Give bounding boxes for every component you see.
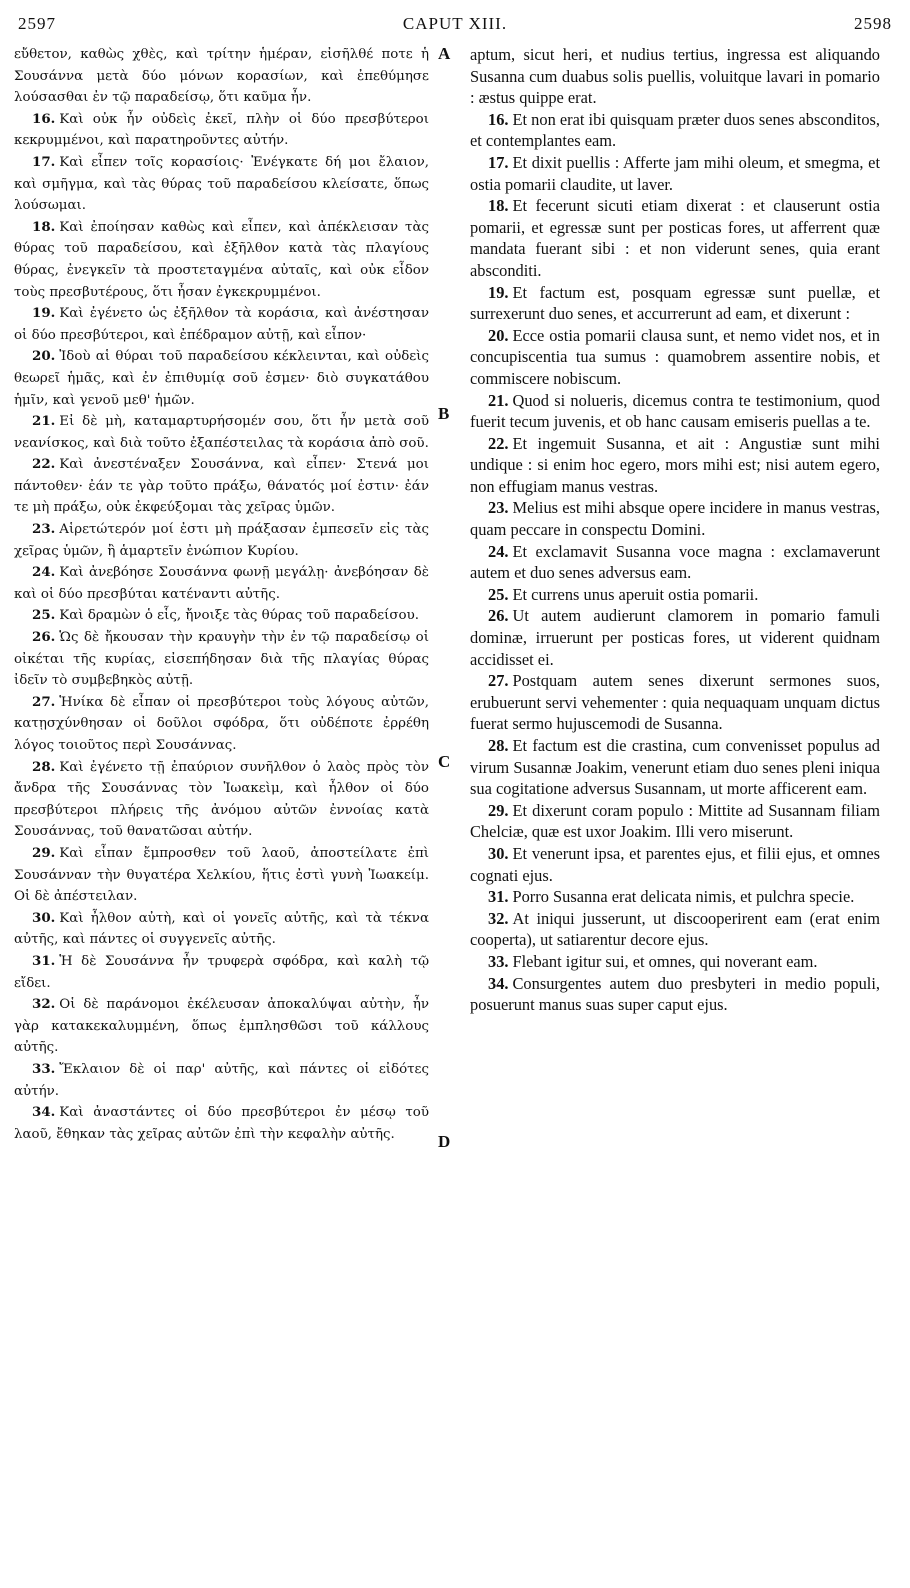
verse-number: 24. bbox=[488, 541, 509, 561]
verse-text: Consurgentes autem duo presbyteri in medio populi, posuerunt manus suas super caput ejus. bbox=[470, 973, 880, 1015]
latin-verse bbox=[470, 282, 880, 325]
verse-number: 23. bbox=[488, 498, 509, 518]
verse-number: 22. bbox=[488, 433, 509, 453]
margin-letter-c: C bbox=[438, 752, 451, 771]
verse-number: 24. bbox=[32, 564, 56, 581]
verse-number: 25. bbox=[32, 607, 56, 624]
running-title: CAPUT XIII. bbox=[402, 14, 508, 33]
verse-text: Καὶ οὐκ ἦν οὐδεὶς ἐκεῖ, πλὴν οἱ δύο πρεσβύτεροι κεκρυμμένοι, καὶ παρατηροῦντες αὐτήν. bbox=[14, 111, 429, 149]
verse-text: Καὶ ἀνεστέναξεν Σουσάννα, καὶ εἶπεν· Στενά μοι πάντοθεν· ἐάν τε γὰρ τοῦτο πράξω, θάνατός μοί ἐστιν· ἐάν τε μὴ πράξω, οὐκ ἐκφεύξομαι τὰς χεῖρας ὑμῶν. bbox=[14, 457, 429, 516]
verse-text: Melius est mihi absque opere incidere in manus vestras, quam peccare in conspectu Domini. bbox=[470, 498, 880, 540]
verse-text: Καὶ ἐγένετο τῇ ἐπαύριον συνῆλθον ὁ λαὸς πρὸς τὸν ἄνδρα τῆς Σουσάννας τὸν Ἰωακεὶμ, καὶ ἦλθον οἱ δύο πρεσβύτεροι πλήρεις τῆς ἀνόμου αὐτῶν ἐννοίας κατὰ Σουσάννας, τοῦ θανατῶσαι αὐτήν. bbox=[14, 759, 429, 840]
greek-verse bbox=[14, 562, 429, 605]
verse-text: Ἔκλαιον δὲ οἱ παρ' αὐτῆς, καὶ πάντες οἱ εἰδότες αὐτήν. bbox=[14, 1061, 429, 1099]
verse-number: 18. bbox=[32, 218, 56, 235]
verse-number: 26. bbox=[488, 606, 509, 626]
latin-verse bbox=[470, 433, 880, 498]
verse-number: 29. bbox=[488, 800, 509, 820]
verse-text: Καὶ εἶπεν τοῖς κορασίοις· Ἐνέγκατε δή μοι ἔλαιον, καὶ σμῆγμα, καὶ τὰς θύρας τοῦ παραδείσου κλείσατε, ὅπως λούσωμαι. bbox=[14, 154, 429, 214]
margin-letter-a: A bbox=[438, 44, 451, 63]
verse-text: Porro Susanna erat delicata nimis, et pulchra specie. bbox=[512, 887, 855, 907]
verse-number: 20. bbox=[488, 325, 509, 345]
verse-text: Ecce ostia pomarii clausa sunt, et nemo videt nos, et in concupiscentia tua sumus : quamobrem assentire nobis, et commiscere nobiscum. bbox=[470, 325, 880, 388]
verse-text: Et dixit puellis : Afferte jam mihi oleum, et smegma, et ostia pomarii claudite, ut laver. bbox=[470, 152, 880, 194]
verse-number: 34. bbox=[488, 973, 509, 993]
verse-text: aptum, sicut heri, et nudius tertius, ingressa est aliquando Susanna cum duabus solis puellis, voluitque lavari in pomario : æstus quippe erat. bbox=[470, 45, 880, 108]
verse-text: Et venerunt ipsa, et parentes ejus, et filii ejus, et omnes cognati ejus. bbox=[470, 843, 880, 885]
verse-text: Αἱρετώτερόν μοί ἐστι μὴ πράξασαν ἐμπεσεῖν εἰς τὰς χεῖρας ὑμῶν, ἢ ἁμαρτεῖν ἐνώπιον Κυρίου. bbox=[14, 522, 429, 559]
verse-text: Οἱ δὲ παράνομοι ἐκέλευσαν ἀποκαλύψαι αὐτὴν, ἦν γὰρ κατακεκαλυμμένη, ὅπως ἐμπλησθῶσι τοῦ κάλλους αὐτῆς. bbox=[14, 997, 429, 1056]
verse-text: Καὶ εἶπαν ἔμπροσθεν τοῦ λαοῦ, ἀποστείλατε ἐπὶ Σουσάνναν τὴν θυγατέρα Χελκίου, ἥτις ἐστὶ γυνὴ Ἰωακείμ. Οἱ δὲ ἀπέστειλαν. bbox=[14, 845, 429, 905]
latin-column bbox=[470, 44, 880, 1016]
verse-text: Ἡνίκα δὲ εἶπαν οἱ πρεσβύτεροι τοὺς λόγους αὐτῶν, κατῃσχύνθησαν οἱ δοῦλοι σφόδρα, ὅτι οὐδέποτε ἐρρέθη λόγος τοιοῦτος περὶ Σουσάννας. bbox=[14, 694, 429, 753]
latin-verse bbox=[470, 195, 880, 281]
latin-verse bbox=[470, 973, 880, 1016]
verse-number: 29. bbox=[32, 844, 56, 861]
greek-verse bbox=[14, 152, 429, 217]
verse-text: Ἡ δὲ Σουσάννα ἦν τρυφερὰ σφόδρα, καὶ καλὴ τῷ εἴδει. bbox=[14, 953, 429, 991]
latin-verse bbox=[470, 886, 880, 908]
verse-text: εὔθετον, καθὼς χθὲς, καὶ τρίτην ἡμέραν, εἰσῆλθέ ποτε ἡ Σουσάννα μετὰ δύο μόνων κορασίων, καὶ ἐπεθύμησε λούσασθαι ἐν τῷ παραδείσῳ, ὅτι καῦμα ἦν. bbox=[14, 47, 429, 106]
verse-number: 30. bbox=[488, 843, 509, 863]
greek-verse bbox=[14, 346, 429, 411]
latin-verse bbox=[470, 390, 880, 433]
verse-number: 16. bbox=[32, 110, 56, 127]
latin-verse bbox=[470, 605, 880, 670]
verse-number: 26. bbox=[32, 629, 56, 646]
verse-number: 28. bbox=[32, 758, 56, 775]
verse-text: Et factum est die crastina, cum convenisset populus ad virum Susannæ Joakim, venerunt etiam duo senes pleni iniqua sua cogitatione adversus Susannam, ut morte afficerent eam. bbox=[470, 736, 880, 799]
verse-text: Et dixerunt coram populo : Mittite ad Susannam filiam Chelciæ, quæ est uxor Joakim. Illi vero miserunt. bbox=[470, 800, 880, 842]
verse-text: Et fecerunt sicuti etiam dixerat : et clauserunt ostia pomarii, et egressæ sunt per posticas fores, ut afferrent quæ mandata fuerant sibi : et non viderunt senes, quia erant absconditi. bbox=[470, 196, 880, 280]
verse-text: Et non erat ibi quisquam præter duos senes absconditos, et contemplantes eam. bbox=[470, 109, 880, 151]
latin-verse bbox=[470, 908, 880, 951]
verse-number: 16. bbox=[488, 109, 509, 129]
page-number-left: 2597 bbox=[18, 14, 56, 33]
greek-verse bbox=[14, 217, 429, 303]
latin-verse bbox=[470, 951, 880, 973]
greek-verse bbox=[14, 627, 429, 692]
verse-number: 23. bbox=[32, 521, 56, 538]
page-header bbox=[18, 14, 892, 38]
verse-text: Καὶ ἐγένετο ὡς ἐξῆλθον τὰ κοράσια, καὶ ἀνέστησαν οἱ δύο πρεσβύτεροι, καὶ ἐπέδραμον αὐτῇ, καὶ εἶπον· bbox=[14, 306, 429, 343]
greek-verse bbox=[14, 908, 429, 951]
greek-verse bbox=[14, 411, 429, 454]
verse-text: Εἰ δὲ μὴ, καταμαρτυρήσομέν σου, ὅτι ἦν μετὰ σοῦ νεανίσκος, καὶ διὰ τοῦτο ἐξαπέστειλας τὰ κοράσια ἀπὸ σοῦ. bbox=[14, 414, 429, 451]
verse-number: 27. bbox=[488, 671, 509, 691]
greek-verse bbox=[14, 1102, 429, 1145]
verse-text: Καὶ ἐποίησαν καθὼς καὶ εἶπεν, καὶ ἀπέκλεισαν τὰς θύρας τοῦ παραδείσου, καὶ ἐξῆλθον κατὰ τὰς πλαγίους θύρας, ἐνεγκεῖν τὰ προστεταγμένα αὐταῖς, καὶ οὐκ εἶδον τοὺς πρεσβυτέρους, ὅτι ἦσαν ἐγκεκρυμμένοι. bbox=[14, 219, 429, 300]
verse-text: At iniqui jusserunt, ut discooperirent eam (erat enim cooperta), ut satiarentur decore ejus. bbox=[470, 908, 880, 950]
latin-verse bbox=[470, 497, 880, 540]
margin-letter-d: D bbox=[438, 1132, 451, 1151]
latin-verse bbox=[470, 735, 880, 800]
latin-verse bbox=[470, 584, 880, 606]
verse-number: 30. bbox=[32, 909, 56, 926]
verse-number: 32. bbox=[32, 996, 56, 1013]
verse-text: Καὶ ἀνεβόησε Σουσάννα φωνῇ μεγάλῃ· ἀνεβόησαν δὲ καὶ οἱ δύο πρεσβύται κατέναντι αὐτῆς. bbox=[14, 565, 429, 602]
latin-verse bbox=[470, 541, 880, 584]
latin-verse bbox=[470, 109, 880, 152]
greek-verse bbox=[14, 605, 429, 627]
greek-column bbox=[14, 44, 429, 1145]
latin-verse bbox=[470, 843, 880, 886]
greek-verse bbox=[14, 843, 429, 908]
verse-number: 17. bbox=[32, 153, 56, 170]
verse-number: 31. bbox=[488, 887, 509, 907]
page-number-right: 2598 bbox=[854, 14, 892, 33]
greek-verse bbox=[14, 519, 429, 562]
verse-number: 21. bbox=[32, 413, 56, 430]
verse-text: Quod si nolueris, dicemus contra te testimonium, quod fuerit tecum juvenis, et ob hanc causam emiseris puellas a te. bbox=[470, 390, 880, 432]
verse-number: 33. bbox=[488, 951, 509, 971]
verse-number: 19. bbox=[488, 282, 509, 302]
latin-verse bbox=[470, 670, 880, 735]
verse-text: Postquam autem senes dixerunt sermones suos, erubuerunt servi vehementer : quia nequaquam unquam dictus fuerat sermo hujuscemodi de Susanna. bbox=[470, 671, 880, 734]
verse-text: Καὶ δραμὼν ὁ εἷς, ἤνοιξε τὰς θύρας τοῦ παραδείσου. bbox=[59, 608, 419, 624]
verse-number: 32. bbox=[488, 908, 509, 928]
verse-text: Et ingemuit Susanna, et ait : Angustiæ sunt mihi undique : si enim hoc egero, mors mihi est; nisi autem egero, non effugiam manus vestras. bbox=[470, 433, 880, 496]
greek-verse bbox=[14, 692, 429, 757]
verse-number: 34. bbox=[32, 1104, 56, 1121]
latin-verse bbox=[470, 800, 880, 843]
verse-number: 17. bbox=[488, 152, 509, 172]
latin-verse bbox=[470, 44, 880, 109]
verse-number: 33. bbox=[32, 1060, 56, 1077]
verse-text: Ut autem audierunt clamorem in pomario famuli dominæ, irruerunt per posticas fores, ut viderent quidnam accidisset ei. bbox=[470, 606, 880, 669]
greek-verse bbox=[14, 303, 429, 346]
verse-number: 20. bbox=[32, 348, 56, 365]
verse-text: Ἰδοὺ αἱ θύραι τοῦ παραδείσου κέκλεινται, καὶ οὐδεὶς θεωρεῖ ἡμᾶς, καὶ ἐν ἐπιθυμίᾳ σοῦ ἐσμεν· διὸ συγκατάθου ἡμῖν, καὶ γενοῦ μεθ' ἡμῶν. bbox=[14, 349, 429, 408]
verse-number: 18. bbox=[488, 196, 509, 216]
greek-verse bbox=[14, 454, 429, 519]
verse-number: 21. bbox=[488, 390, 509, 410]
latin-verse bbox=[470, 325, 880, 390]
greek-verse bbox=[14, 994, 429, 1059]
greek-verse bbox=[14, 951, 429, 994]
verse-text: Et exclamavit Susanna voce magna : exclamaverunt autem et duo senes adversus eam. bbox=[470, 541, 880, 583]
verse-number: 25. bbox=[488, 584, 509, 604]
greek-verse bbox=[14, 109, 429, 152]
verse-number: 31. bbox=[32, 952, 56, 969]
verse-number: 28. bbox=[488, 736, 509, 755]
verse-number: 22. bbox=[32, 456, 56, 473]
latin-verse bbox=[470, 152, 880, 195]
greek-verse bbox=[14, 1059, 429, 1102]
verse-text: Et factum est, posquam egressæ sunt puellæ, et surrexerunt duo senes, et accurrerunt ad eam, et dixerunt : bbox=[470, 282, 880, 324]
verse-text: Flebant igitur sui, et omnes, qui noverant eam. bbox=[512, 951, 818, 971]
greek-verse bbox=[14, 757, 429, 843]
verse-text: Καὶ ἀναστάντες οἱ δύο πρεσβύτεροι ἐν μέσῳ τοῦ λαοῦ, ἔθηκαν τὰς χεῖρας αὐτῶν ἐπὶ τὴν κεφαλὴν αὐτῆς. bbox=[14, 1105, 429, 1142]
verse-text: Καὶ ἦλθον αὐτὴ, καὶ οἱ γονεῖς αὐτῆς, καὶ τὰ τέκνα αὐτῆς, καὶ πάντες οἱ συγγενεῖς αὐτῆς. bbox=[14, 910, 429, 948]
greek-verse bbox=[14, 44, 429, 109]
verse-text: Ὡς δὲ ἤκουσαν τὴν κραυγὴν τὴν ἐν τῷ παραδείσῳ οἱ οἰκέται τῆς κυρίας, εἰσεπήδησαν διὰ τῆς πλαγίας θύρας ἰδεῖν τὸ συμβεβηκὸς αὐτῇ. bbox=[14, 630, 429, 689]
margin-letter-b: B bbox=[438, 404, 450, 423]
verse-number: 19. bbox=[32, 305, 56, 322]
verse-text: Et currens unus aperuit ostia pomarii. bbox=[512, 584, 759, 604]
verse-number: 27. bbox=[32, 693, 56, 710]
